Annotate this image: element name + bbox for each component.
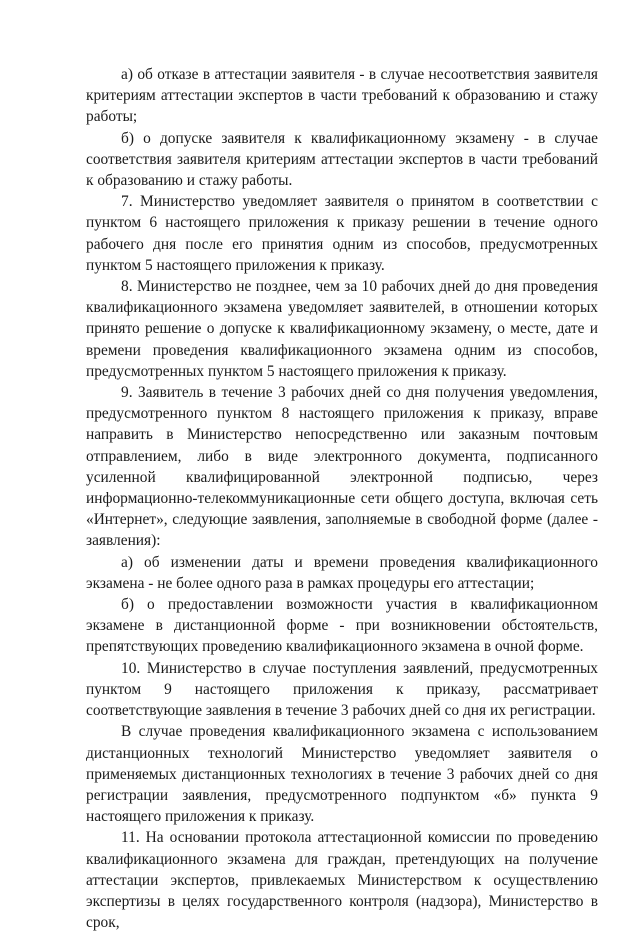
- paragraph-10-remote: В случае проведения квалификационного экзамена с использованием дистанционных технологий Министерство уведомляет заявителя о применяемых дистанционных технологиях в течение 3 рабочих дней со дня регистрации заявления, предусмотренного подпунктом «б» пункта 9 настоящего приложения к приказу.: [86, 723, 598, 826]
- paragraph-7: 7. Министерство уведомляет заявителя о принятом в соответствии с пунктом 6 настоящего приложения к приказу решении в течение одного рабочего дня после его принятия одним из способов, предусмотренных пунктом 5 настоящего приложения к приказу.: [86, 193, 598, 274]
- paragraph-11: 11. На основании протокола аттестационной комиссии по проведению квалификационного экзамена для граждан, претендующих на получение аттестации экспертов, привлекаемых Министерством к осуществлению экспертизы в целях государственного контроля (надзора), Министерство в срок,: [86, 829, 598, 932]
- paragraph-9: 9. Заявитель в течение 3 рабочих дней со дня получения уведомления, предусмотренного пунктом 8 настоящего приложения к приказу, вправе направить в Министерство непосредственно или заказным почтовым отправлением, либо в виде электронного документа, подписанного усиленной квалифицированной электронной подписью, через информационно-телекоммуникационные сети общего доступа, включая сеть «Интернет», следующие заявления, заполняемые в свободной форме (далее - заявления):: [86, 384, 598, 550]
- paragraph-6a: а) об отказе в аттестации заявителя - в случае несоответствия заявителя критериям аттестации экспертов в части требований к образованию и стажу работы;: [86, 66, 598, 126]
- paragraph-9a: а) об изменении даты и времени проведения квалификационного экзамена - не более одного раза в рамках процедуры его аттестации;: [86, 553, 598, 592]
- paragraph-6b: б) о допуске заявителя к квалификационному экзамену - в случае соответствия заявителя критериям аттестации экспертов в части требований к образованию и стажу работы.: [86, 129, 598, 190]
- document-body: [86, 64, 598, 933]
- paragraph-8: 8. Министерство не позднее, чем за 10 рабочих дней до дня проведения квалификационного экзамена уведомляет заявителей, в отношении которых принято решение о допуске к квалификационному экзамену, о месте, дате и времени проведения квалификационного экзамена одним из способов, предусмотренных пунктом 5 настоящего приложения к приказу.: [86, 278, 598, 380]
- paragraph-10: 10. Министерство в случае поступления заявлений, предусмотренных пунктом 9 настоящего приложения к приказу, рассматривает соответствующие заявления в течение 3 рабочих дней со дня их регистрации.: [86, 659, 598, 720]
- paragraph-9b: б) о предоставлении возможности участия в квалификационном экзамене в дистанционной форме - при возникновении обстоятельств, препятствующих проведению квалификационного экзамена в очной форме.: [86, 596, 598, 656]
